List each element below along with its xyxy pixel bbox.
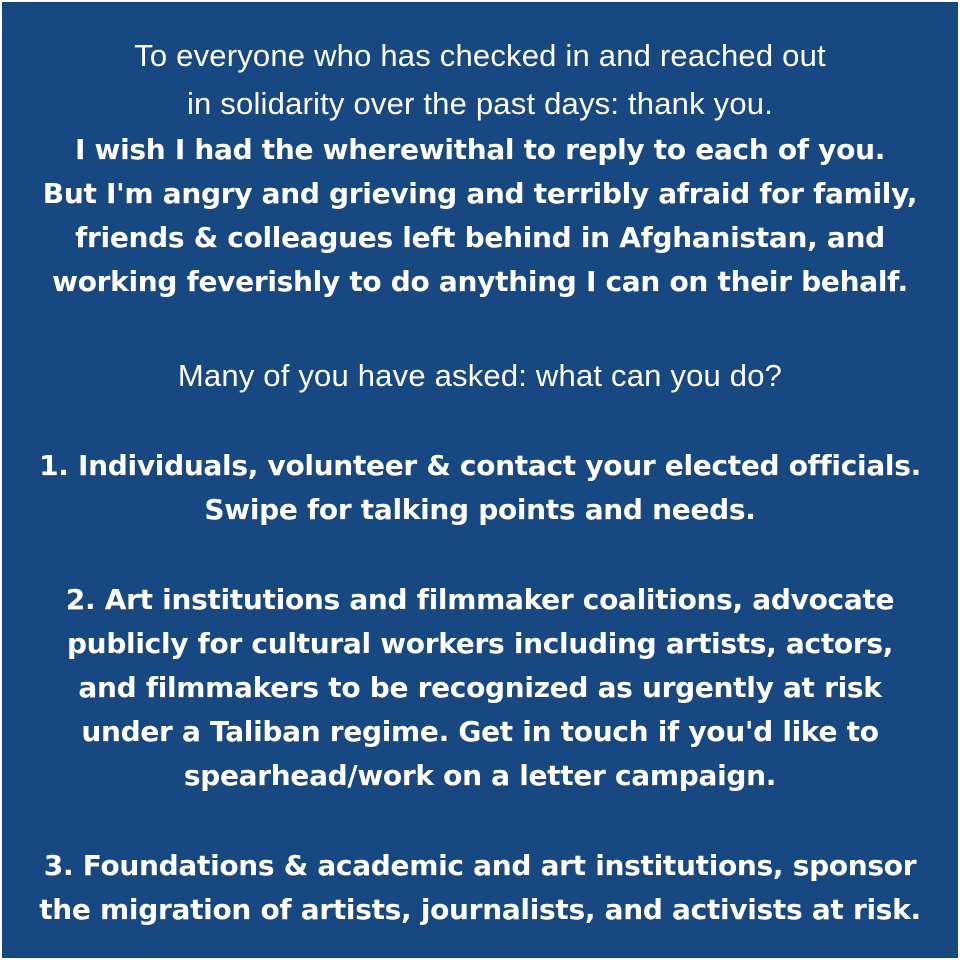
intro-line-2: in solidarity over the past days: thank you. xyxy=(186,86,774,121)
item-2-line-1: 2. Art institutions and filmmaker coalitions, advocate xyxy=(65,583,895,616)
message-line-3: friends & colleagues left behind in Afghanistan, and xyxy=(75,221,885,254)
message-card xyxy=(2,2,958,958)
intro-line-1: To everyone who has checked in and reached out xyxy=(134,38,826,73)
item-3-line-1: 3. Foundations & academic and art institutions, sponsor xyxy=(43,849,917,882)
item-2-line-3: and filmmakers to be recognized as urgently at risk xyxy=(78,671,882,704)
question-heading: Many of you have asked: what can you do? xyxy=(177,358,783,393)
item-2-line-5: spearhead/work on a letter campaign. xyxy=(183,759,777,792)
item-2-line-4: under a Taliban regime. Get in touch if you'd like to xyxy=(81,715,879,748)
message-line-2: But I'm angry and grieving and terribly afraid for family, xyxy=(42,177,918,210)
item-3-line-2: the migration of artists, journalists, and activists at risk. xyxy=(39,893,921,926)
item-2-line-2: publicly for cultural workers including artists, actors, xyxy=(66,627,894,660)
message-line-4: working feverishly to do anything I can on their behalf. xyxy=(52,265,908,298)
message-line-1: I wish I had the wherewithal to reply to each of you. xyxy=(74,133,886,166)
item-1-line-1: 1. Individuals, volunteer & contact your elected officials. xyxy=(39,449,921,482)
item-1-line-2: Swipe for talking points and needs. xyxy=(204,493,756,526)
